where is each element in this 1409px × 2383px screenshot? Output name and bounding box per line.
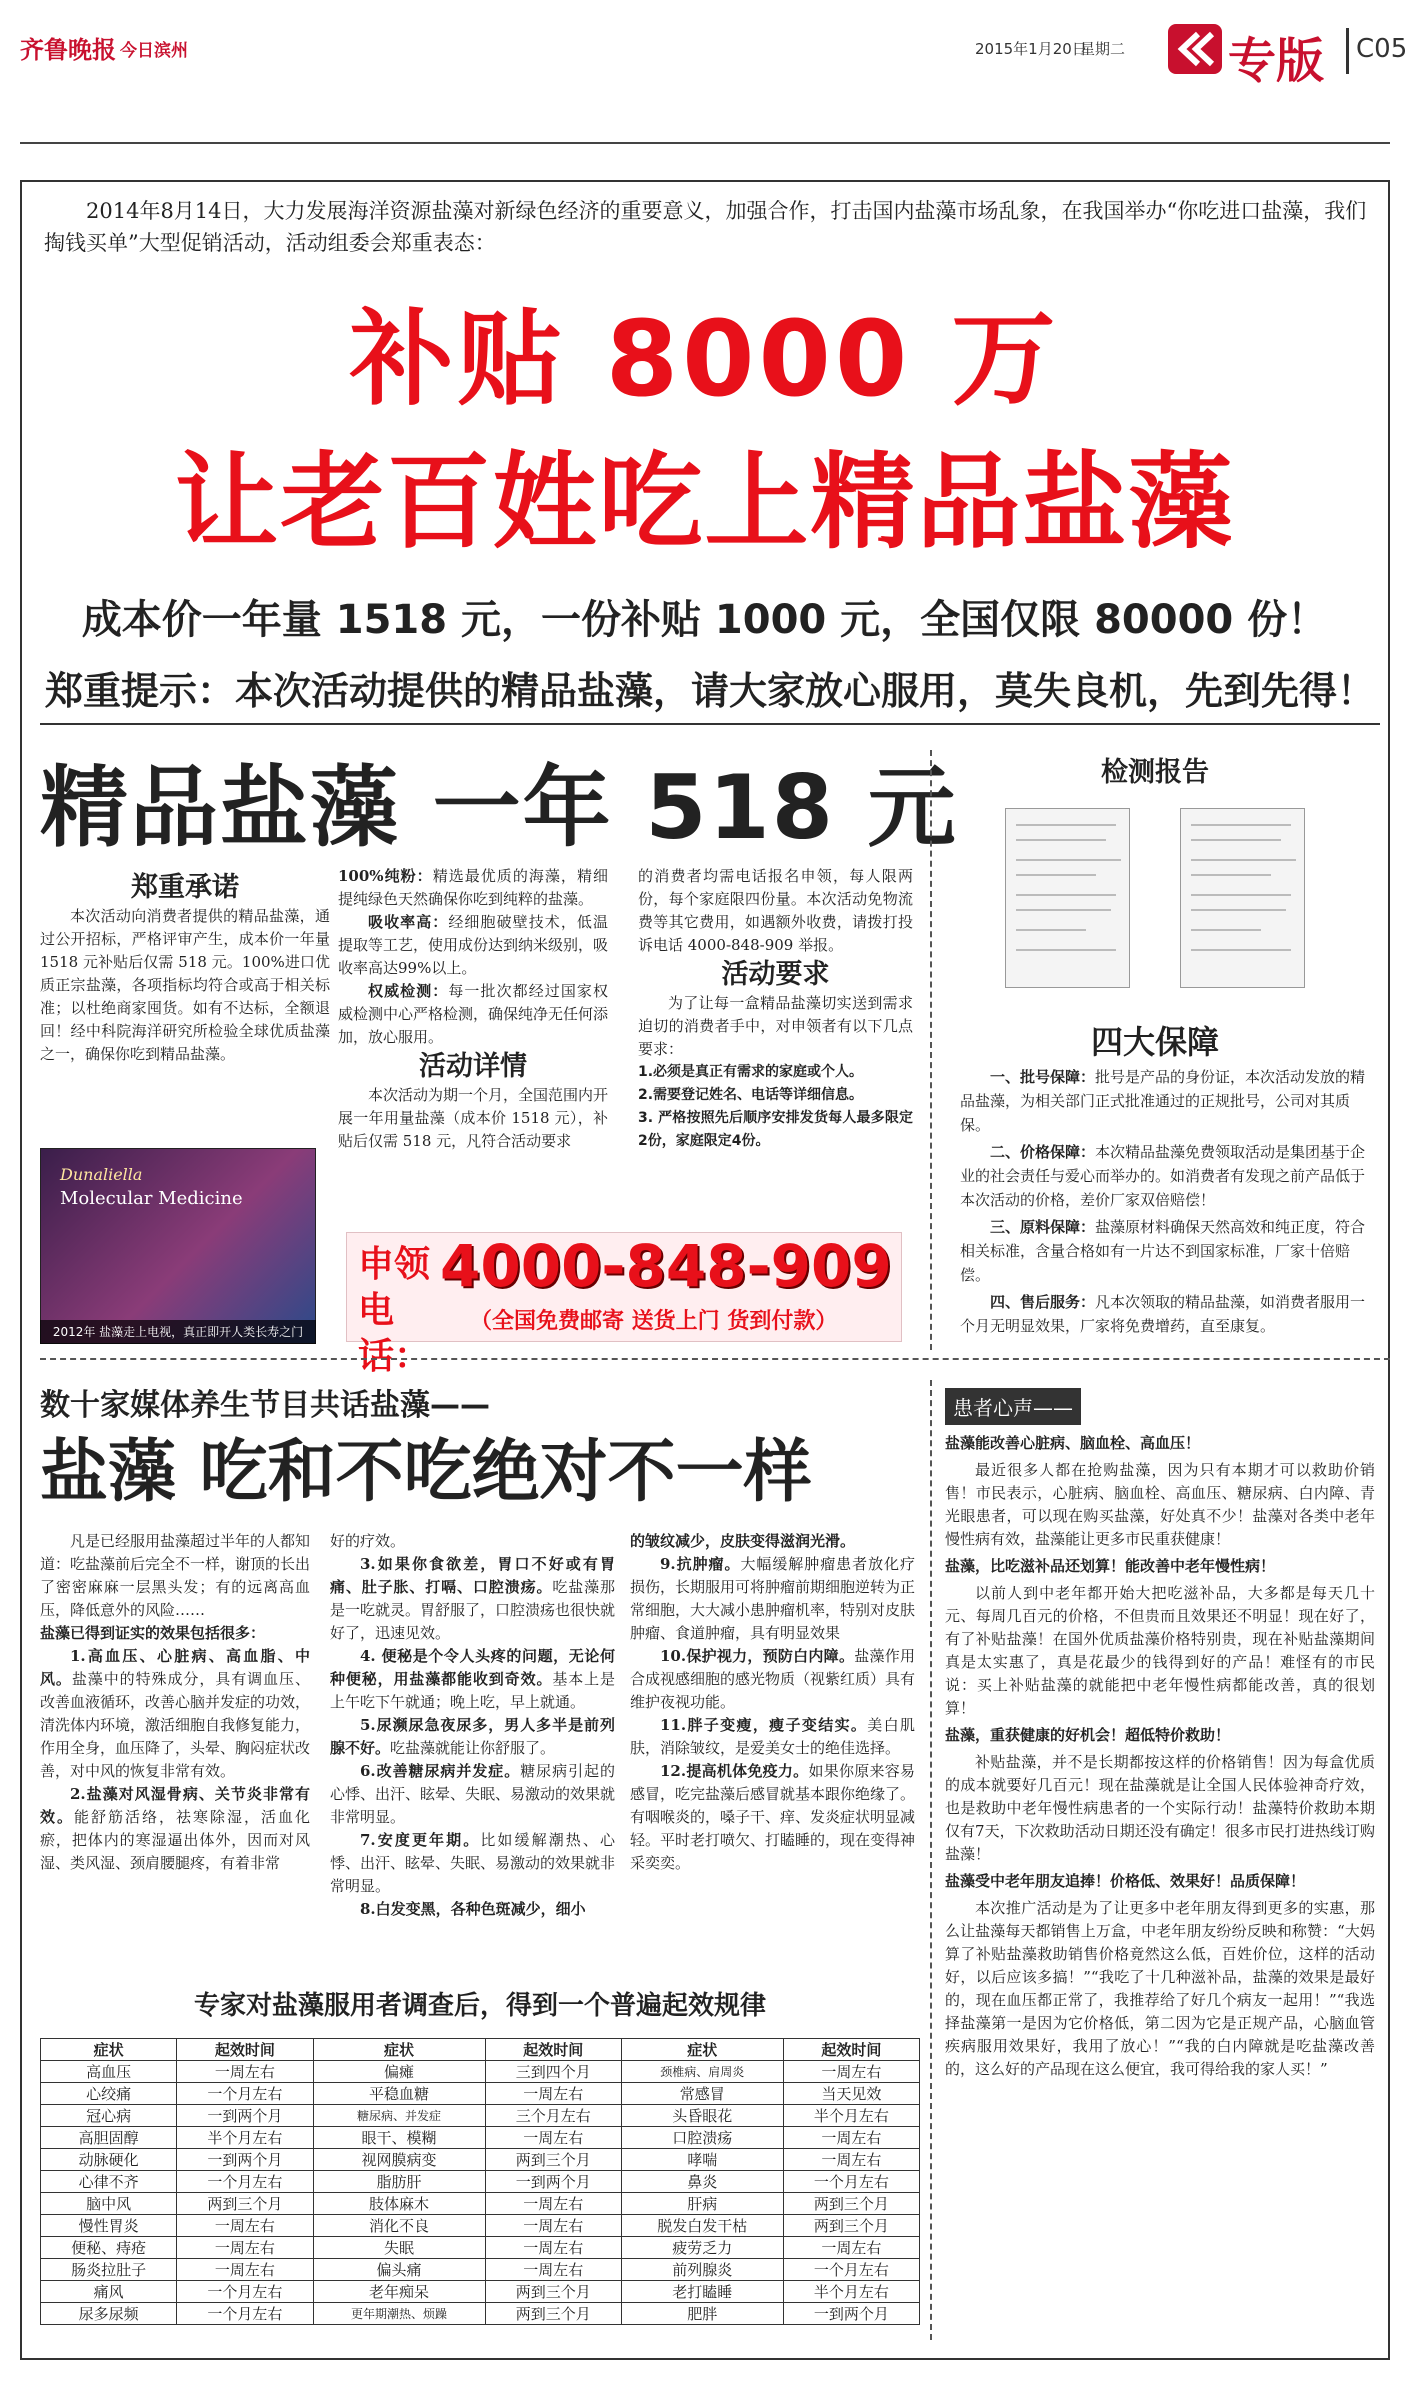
- page-number: C05: [1356, 34, 1408, 64]
- table-cell: 一周左右: [783, 2127, 919, 2149]
- table-cell: 失眠: [313, 2237, 485, 2259]
- section2-headline: 盐藻 吃和不吃绝对不一样: [40, 1433, 812, 1512]
- price-title: 精品盐藻 一年 518 元: [40, 756, 958, 859]
- guarantee-item: 四、售后服务：凡本次领取的精品盐藻，如消费者服用一个月无明显效果，厂家将免费增药，直至康复。: [960, 1293, 1366, 1335]
- feature-text: 每一批次都经过国家权威检测中心严格检测，确保纯净无任何添加，放心服用。: [338, 982, 609, 1046]
- effects-column-3: 的皱纹减少，皮肤变得滋润光滑。 9.抗肿瘤。大幅缓解肿瘤患者放化疗损伤，长期服用可将肿瘤前期细胞逆转为正常细胞，大大减小患肿瘤机率，特别对皮肤肿瘤、食道肿瘤，具有明显效果 10.保护视力，预防白内障。盐藻作用合成视感细胞的感光物质（视紫红质）具有维护夜视功能。 11.胖子变瘦，瘦子变结实。美白肌肤，消除皱纹，是爱美女士的绝佳选择。 12.提高机体免疫力。如果你原来容易感冒，吃完盐藻后感冒就基本跟你绝缘了。有咽喉炎的，嗓子干、痒、发炎症状明显减轻。平时老打喷欠、打瞌睡的，现在变得神采奕奕。: [630, 1532, 916, 1872]
- table-cell: 动脉硬化: [41, 2149, 177, 2171]
- table-cell: 常感冒: [621, 2083, 783, 2105]
- table-row: [41, 2127, 920, 2149]
- table-cell: 两到三个月: [177, 2193, 313, 2215]
- table-cell: 一个月左右: [177, 2171, 313, 2193]
- intro-paragraph: 2014年8月14日，大力发展海洋资源盐藻对新绿色经济的重要意义，加强合作，打击国内盐藻市场乱象，在我国举办“你吃进口盐藻，我们掏钱买单”大型促销活动，活动组委会郑重表态：: [44, 199, 1367, 255]
- table-cell: 慢性胃炎: [41, 2215, 177, 2237]
- table-cell: 平稳血糖: [313, 2083, 485, 2105]
- table-cell: 老年痴呆: [313, 2281, 485, 2303]
- table-cell: 半个月左右: [783, 2281, 919, 2303]
- table-cell: 三到四个月: [485, 2061, 621, 2083]
- section-arrow-icon: [1168, 24, 1222, 74]
- table-cell: 一周左右: [485, 2127, 621, 2149]
- table-cell: 一周左右: [485, 2083, 621, 2105]
- feature-text: 经细胞破壁技术，低温提取等工艺，使用成份达到纳米级别，吸收率高达99%以上。: [338, 913, 609, 977]
- guarantee-item: 三、原料保障：盐藻原材料确保天然高效和纯正度，符合相关标准，含量合格如有一片达不到国家标准，厂家十倍赔偿。: [960, 1218, 1366, 1284]
- hotline-number[interactable]: 4000-848-909: [440, 1232, 892, 1300]
- table-cell: 肥胖: [621, 2303, 783, 2325]
- table-cell: 一周左右: [485, 2237, 621, 2259]
- table-cell: 一个月左右: [783, 2171, 919, 2193]
- table-cell: 肠炎拉肚子: [41, 2259, 177, 2281]
- table-cell: 口腔溃疡: [621, 2127, 783, 2149]
- table-header: 症状: [313, 2039, 485, 2061]
- table-row: [41, 2259, 920, 2281]
- table-cell: 一周左右: [783, 2237, 919, 2259]
- table-cell: 一周左右: [177, 2215, 313, 2237]
- table-cell: 哮喘: [621, 2149, 783, 2171]
- section-name: 今日滨州: [120, 41, 188, 61]
- subheadline-notice: 郑重提示：本次活动提供的精品盐藻，请大家放心服用，莫失良机，先到先得！: [40, 660, 1380, 725]
- newspaper-logo: 齐鲁晚报: [20, 35, 116, 64]
- section-tag: 专版: [1228, 33, 1325, 89]
- table-row: [41, 2215, 920, 2237]
- table-cell: 一周左右: [177, 2237, 313, 2259]
- photo-caption: 2012年 盐藻走上电视，真正即开人类长寿之门: [40, 1320, 316, 1344]
- table-cell: 更年期潮热、烦躁: [313, 2303, 485, 2325]
- feature-label: 权威检测：: [368, 982, 449, 1000]
- table-title: 专家对盐藻服用者调查后，得到一个普遍起效规律: [193, 1991, 766, 2021]
- table-cell: 两到三个月: [485, 2281, 621, 2303]
- effects-column-2: 好的疗效。 3.如果你食欲差，胃口不好或有胃痛、肚子胀、打嗝、口腔溃疡。吃盐藻那是一吃就灵。胃舒服了，口腔溃疡也很快就好了，迅速见效。 4. 便秘是个令人头疼的问题，无论何种便秘，用盐藻都能收到奇效。基本上是上午吃下午就通；晚上吃，早上就通。 5.尿濒尿急夜尿多，男人多半是前列腺不好。吃盐藻就能让你舒服了。 6.改善糖尿病并发症。糖尿病引起的心悸、出汗、眩晕、失眠、易激动的效果就非常明显。 7.安度更年期。比如缓解潮热、心悸、出汗、眩晕、失眠、易激动的效果就非常明显。 8.白发变黑，各种色斑减少，细小: [330, 1532, 616, 1918]
- table-cell: 高胆固醇: [41, 2127, 177, 2149]
- table-row: [41, 2083, 920, 2105]
- table-row: [41, 2237, 920, 2259]
- effects-column-1: 凡是已经服用盐藻超过半年的人都知道：吃盐藻前后完全不一样，谢顶的长出了密密麻麻一层黑头发；有的远离高血压，降低意外的风险…… 盐藻已得到证实的效果包括很多： 1.高血压、心脏病、高血脂、中风。盐藻中的特殊成分，具有调血压、改善血液循环，改善心脑并发症的功效，清洗体内环境，激活细胞自我修复能力，作用全身，血压降了，头晕、胸闷症状改善，对中风的恢复非常有效。 2.盐藻对风湿骨病、关节炎非常有效。能舒筋活络，祛寒除湿，活血化瘀，把体内的寒湿逼出体外，因而对风湿、类风湿、颈肩腰腿疼，有着非常: [40, 1532, 311, 1872]
- hotline-note: （全国免费邮寄 送货上门 货到付款）: [470, 1309, 838, 1334]
- table-row: [41, 2061, 920, 2083]
- masthead: [20, 18, 1408, 89]
- table-row: [41, 2171, 920, 2193]
- table-cell: 一到两个月: [177, 2105, 313, 2127]
- table-cell: 痛风: [41, 2281, 177, 2303]
- subheadline-price: 成本价一年量 1518 元，一份补贴 1000 元，全国仅限 80000 份！: [81, 597, 1328, 643]
- table-cell: 一周左右: [485, 2215, 621, 2237]
- requirement-item: 1.必须是真正有需求的家庭或个人。: [638, 1064, 864, 1080]
- table-cell: 一到两个月: [485, 2171, 621, 2193]
- table-cell: 一周左右: [177, 2061, 313, 2083]
- feature-label: 吸收率高：: [368, 913, 449, 931]
- guarantee-list: [960, 1065, 1370, 1341]
- table-cell: 头昏眼花: [621, 2105, 783, 2127]
- details-heading: 活动详情: [419, 1051, 527, 1082]
- table-cell: 消化不良: [313, 2215, 485, 2237]
- table-cell: 鼻炎: [621, 2171, 783, 2193]
- headline-line1: 补贴 8000 万: [349, 298, 1060, 420]
- guarantee-item: 二、价格保障：本次精品盐藻免费领取活动是集团基于企业的社会责任与爱心而举办的。如消费者有发现之前产品低于本次活动的价格，差价厂家双倍赔偿！: [960, 1143, 1366, 1209]
- table-cell: 尿多尿频: [41, 2303, 177, 2325]
- table-cell: 两到三个月: [485, 2149, 621, 2171]
- table-cell: 两到三个月: [783, 2215, 919, 2237]
- table-cell: 一到两个月: [783, 2303, 919, 2325]
- table-row: [41, 2105, 920, 2127]
- patient-voices: 盐藻能改善心脏病、脑血栓、高血压！ 最近很多人都在抢购盐藻，因为只有本期才可以救助价销售！市民表示，心脏病、脑血栓、高血压、糖尿病、白内障、青光眼患者，可以现在购买盐藻，好处真不少！盐藻对各类中老年慢性病有效，盐藻能让更多市民重获健康！ 盐藻，比吃滋补品还划算！能改善中老年慢性病！ 以前人到中老年都开始大把吃滋补品，大多都是每天几十元、每周几百元的价格，不但贵而且效果还不明显！现在好了，有了补贴盐藻！在国外优质盐藻价格特别贵，现在补贴盐藻期间真是太实惠了，真是花最少的钱得到好的产品！难怪有的市民说：买上补贴盐藻的就能把中老年慢性病都能改善，真的很划算！ 盐藻，重获健康的好机会！超低特价救助！ 补贴盐藻，并不是长期都按这样的价格销售！因为每盒优质的成本就要好几百元！现在盐藻就是让全国人民体验神奇疗效，也是救助中老年慢性病患者的一个实际行动！盐藻特价救助本期仅有7天，下次救助活动日期还没有确定！很多市民打进热线订购盐藻！ 盐藻受中老年朋友追捧！价格低、效果好！品质保障！ 本次推广活动是为了让更多中老年朋友得到更多的实惠，那么让盐藻每天都销售上万盒，中老年朋友纷纷反映和称赞：“大妈算了补贴盐藻救助销售价格竟然这么低，百姓价位，这样的活动好，以后应该多搞！”“我吃了十几种滋补品，盐藻的效果是最好的，现在血压都正常了，我推荐给了好几个病友一起用！”“我选择盐藻第一是因为它价格低，第二因为它是正规产品，心脑血管疾病服用效果好，我用了放心！”“我的白内障就是吃盐藻改善的，这么好的产品现在这么便宜，我可得给我的家人买！”: [945, 1434, 1375, 2078]
- table-cell: 老打瞌睡: [621, 2281, 783, 2303]
- table-cell: 糖尿病、并发症: [313, 2105, 485, 2127]
- table-header: 起效时间: [177, 2039, 313, 2061]
- table-header-row: [41, 2039, 920, 2061]
- table-cell: 脑中风: [41, 2193, 177, 2215]
- table-cell: 半个月左右: [177, 2127, 313, 2149]
- table-cell: 颈椎病、肩周炎: [621, 2061, 783, 2083]
- photo-subtitle: Molecular Medicine: [60, 1188, 243, 1209]
- table-row: [41, 2281, 920, 2303]
- test-report-image: [1180, 808, 1305, 988]
- table-cell: 脱发白发干枯: [621, 2215, 783, 2237]
- table-row: [41, 2149, 920, 2171]
- details-text: 本次活动为期一个月，全国范围内开展一年用量盐藻（成本价 1518 元），补贴后仅需 518 元，凡符合活动要求: [338, 1086, 609, 1150]
- features-column: [338, 865, 608, 1153]
- table-cell: 一周左右: [485, 2259, 621, 2281]
- table-header: 起效时间: [783, 2039, 919, 2061]
- table-cell: 一个月左右: [177, 2083, 313, 2105]
- promise-text: 本次活动向消费者提供的精品盐藻，通过公开招标，严格评审产生，成本价一年量 1518 元补贴后仅需 518 元。100%进口优质正宗盐藻，各项指标均符合或高于相关标准；以杜绝商家囤货。如有不达标，全额退回！经中科院海洋研究所检验全球优质盐藻之一，确保你吃到精品盐藻。: [40, 907, 330, 1063]
- table-cell: 脂肪肝: [313, 2171, 485, 2193]
- table-cell: 疲劳乏力: [621, 2237, 783, 2259]
- table-row: [41, 2303, 920, 2325]
- column-divider: [930, 750, 932, 1350]
- divider: [1346, 28, 1349, 74]
- photo-title: Dunaliella: [60, 1165, 143, 1184]
- table-header: 起效时间: [485, 2039, 621, 2061]
- table-cell: 冠心病: [41, 2105, 177, 2127]
- table-cell: 一个月左右: [177, 2303, 313, 2325]
- promise-heading: 郑重承诺: [131, 872, 239, 903]
- table-cell: 两到三个月: [783, 2193, 919, 2215]
- feature-label: 100%纯粉：: [338, 867, 433, 885]
- table-cell: 一周左右: [485, 2193, 621, 2215]
- column-divider: [930, 1380, 932, 2340]
- table-cell: 心绞痛: [41, 2083, 177, 2105]
- table-cell: 一周左右: [783, 2061, 919, 2083]
- requirements-heading: 活动要求: [721, 959, 830, 990]
- table-cell: 偏头痛: [313, 2259, 485, 2281]
- section2-kicker: 数十家媒体养生节目共话盐藻——: [40, 1388, 490, 1423]
- table-cell: 高血压: [41, 2061, 177, 2083]
- feature-text: 精选最优质的海藻，精细提纯绿色天然确保你吃到纯粹的盐藻。: [338, 867, 608, 908]
- issue-date: 2015年1月20日: [975, 40, 1087, 58]
- hotline-label: 申领电话：: [358, 1244, 431, 1377]
- table-cell: 一个月左右: [783, 2259, 919, 2281]
- requirements-column: [638, 865, 913, 1153]
- table-cell: 一到两个月: [177, 2149, 313, 2171]
- effect-time-table: [40, 2038, 920, 2325]
- table-cell: 三个月左右: [485, 2105, 621, 2127]
- table-cell: 视网膜病变: [313, 2149, 485, 2171]
- table-cell: 肝病: [621, 2193, 783, 2215]
- guarantee-heading: 四大保障: [1090, 1023, 1219, 1061]
- table-cell: 心律不齐: [41, 2171, 177, 2193]
- table-cell: 眼干、模糊: [313, 2127, 485, 2149]
- table-cell: 半个月左右: [783, 2105, 919, 2127]
- requirement-item: 2.需要登记姓名、电话等详细信息。: [638, 1087, 864, 1103]
- table-row: [41, 2193, 920, 2215]
- guarantee-item: 一、批号保障：批号是产品的身份证，本次活动发放的精品盐藻，为相关部门正式批准通过的正规批号，公司对其质保。: [960, 1068, 1366, 1134]
- test-report-image: [1005, 808, 1130, 988]
- issue-weekday: 星期二: [1080, 40, 1126, 58]
- table-cell: 前列腺炎: [621, 2259, 783, 2281]
- requirement-item: 3. 严格按照先后顺序安排发货每人最多限定2份，家庭限定4份。: [638, 1110, 913, 1149]
- headline-line2: 让老百姓吃上精品盐藻: [174, 441, 1235, 563]
- table-cell: 便秘、痔疮: [41, 2237, 177, 2259]
- table-cell: 两到三个月: [485, 2303, 621, 2325]
- details-cont: 的消费者均需电话报名申领，每人限两份，每个家庭限四份量。本次活动免物流费等其它费用，如遇额外收费，请拨打投诉电话 4000-848-909 举报。: [638, 867, 913, 954]
- header-rule: [20, 142, 1390, 144]
- table-cell: 一周左右: [177, 2259, 313, 2281]
- table-header: 症状: [41, 2039, 177, 2061]
- table-cell: 一周左右: [783, 2149, 919, 2171]
- requirements-intro: 为了让每一盒精品盐藻切实送到需求迫切的消费者手中，对申领者有以下几点要求：: [638, 994, 913, 1058]
- table-header: 症状: [621, 2039, 783, 2061]
- table-cell: 偏瘫: [313, 2061, 485, 2083]
- patient-voices-tag: 患者心声——: [945, 1388, 1081, 1425]
- table-cell: 肢体麻木: [313, 2193, 485, 2215]
- section-divider: [40, 1358, 1390, 1360]
- table-cell: 一个月左右: [177, 2281, 313, 2303]
- report-heading: 检测报告: [1101, 757, 1209, 788]
- table-cell: 当天见效: [783, 2083, 919, 2105]
